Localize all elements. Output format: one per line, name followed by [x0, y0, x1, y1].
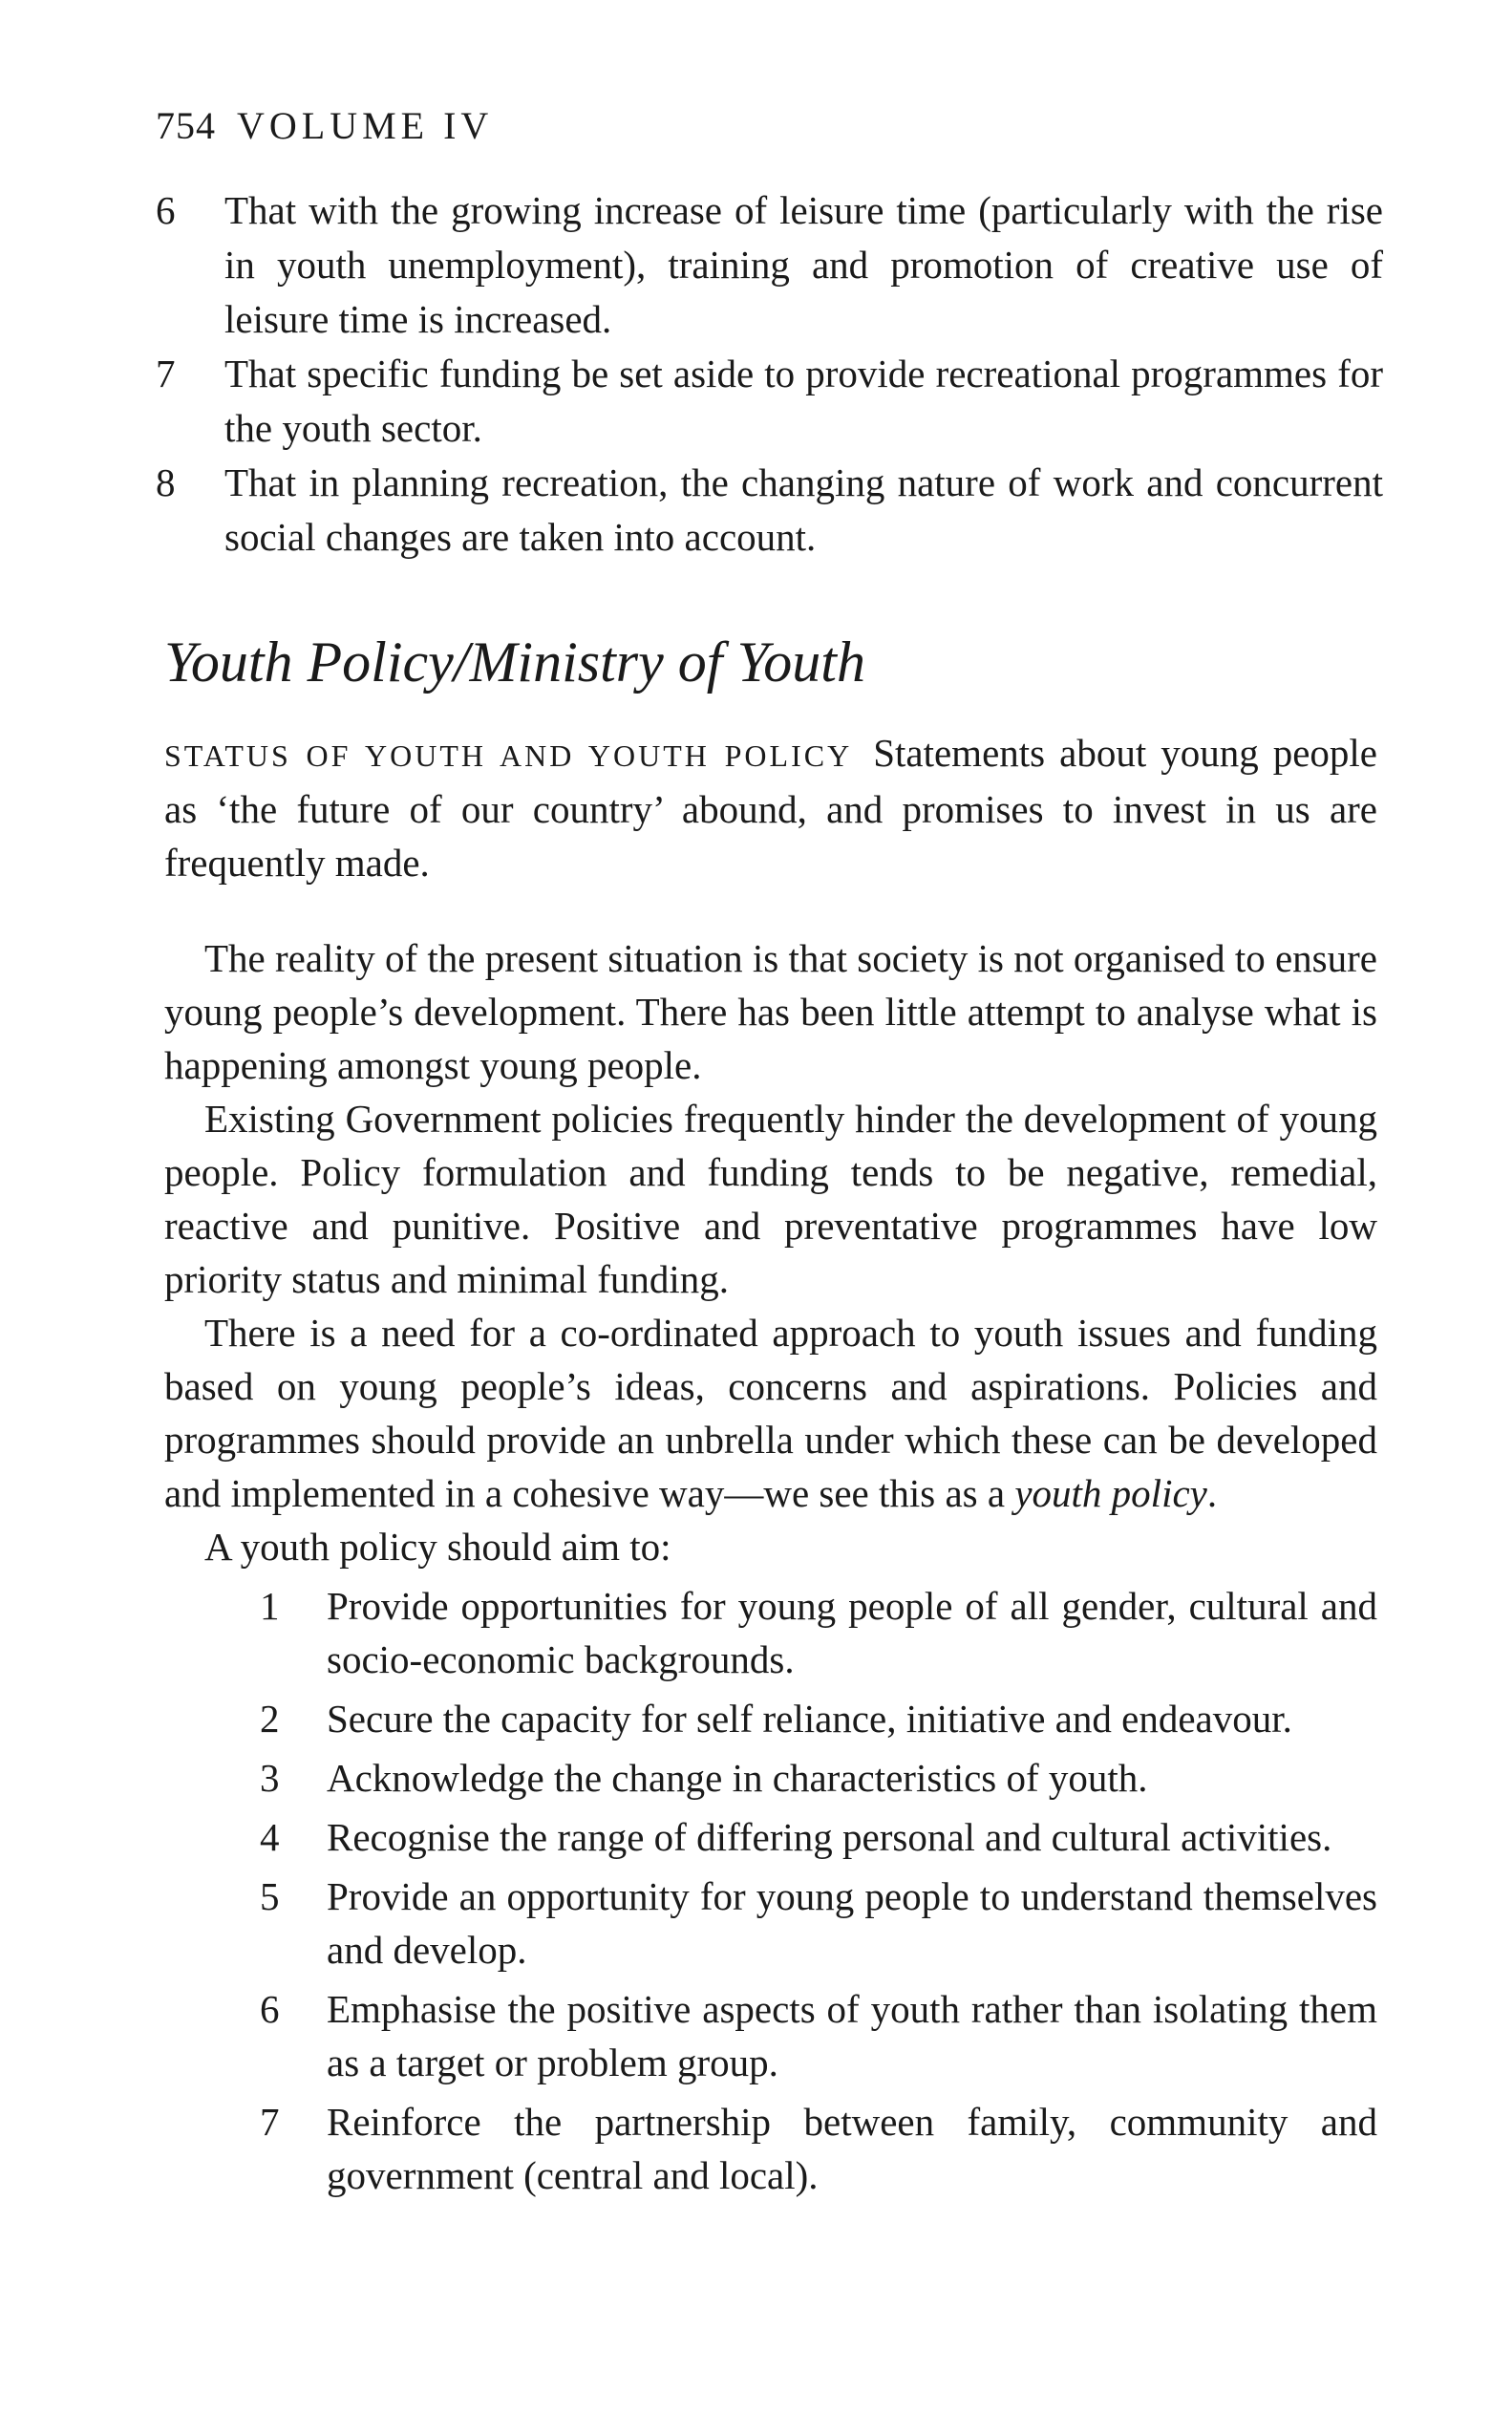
- list-item: [156, 456, 1383, 565]
- item-number: 1: [260, 1584, 280, 1628]
- item-number: 6: [260, 1987, 280, 2031]
- punctuation: .: [1206, 1471, 1218, 1515]
- item-text: That in planning recreation, the changing nature of work and concurrent social changes are taken into account.: [224, 460, 1383, 559]
- item-text: That specific funding be set aside to provide recreational programmes for the youth sector.: [224, 352, 1383, 450]
- item-number: 6: [156, 188, 176, 232]
- emphasis: youth policy: [1014, 1471, 1207, 1515]
- volume-label: VOLUME IV: [237, 104, 494, 147]
- list-item: [164, 1982, 1377, 2089]
- list-item: [156, 183, 1383, 347]
- list-item: [164, 1751, 1377, 1805]
- list-item: [156, 347, 1383, 456]
- item-text: Secure the capacity for self reliance, initiative and endeavour.: [327, 1697, 1292, 1741]
- paragraph-text: There is a need for a co-ordinated approach to youth issues and funding based on young people’s ideas, concerns and aspirations. Policies and programmes should provide an unbrella under which these can be developed and implemented in a cohesive way—we see this as a: [164, 1311, 1377, 1515]
- item-text: Emphasise the positive aspects of youth rather than isolating them as a target or problem group.: [327, 1987, 1377, 2084]
- item-number: 8: [156, 460, 176, 504]
- item-number: 2: [260, 1697, 280, 1741]
- paragraph: Existing Government policies frequently hinder the development of young people. Policy formulation and funding tends to be negative, remedial, reactive and punitive. Positive and preventative programmes have low priority status and minimal funding.: [164, 1097, 1377, 1301]
- item-text: Reinforce the partnership between family, community and government (central and local).: [327, 2100, 1377, 2197]
- item-text: Recognise the range of differing personal and cultural activities.: [327, 1815, 1332, 1859]
- item-number: 4: [260, 1815, 280, 1859]
- lead-text: Statements about young people as ‘the future of our country’ abound, and promises to invest in us are frequently made.: [164, 731, 1378, 885]
- recommendations-list: [156, 183, 1383, 565]
- item-number: 7: [260, 2100, 280, 2144]
- item-number: 7: [156, 352, 176, 395]
- section-heading: Youth Policy/Ministry of Youth: [164, 630, 865, 694]
- lead-paragraph: [164, 726, 1377, 889]
- running-head: [156, 104, 494, 147]
- item-number: 3: [260, 1756, 280, 1800]
- paragraph: [164, 1306, 1377, 1520]
- list-item: [164, 1692, 1377, 1745]
- paragraph: The reality of the present situation is that society is not organised to ensure young people’s development. There has been little attempt to analyse what is happening amongst young people.: [164, 936, 1377, 1087]
- item-text: That with the growing increase of leisure time (particularly with the rise in youth unemployment), training and promotion of creative use of leisure time is increased.: [224, 188, 1383, 341]
- page-number: 754: [156, 104, 216, 147]
- aims-list: [164, 1579, 1377, 2202]
- list-item: [164, 2095, 1377, 2202]
- section-body: [164, 726, 1377, 2202]
- list-item: [164, 1870, 1377, 1977]
- item-text: Provide an opportunity for young people to understand themselves and develop.: [327, 1874, 1377, 1972]
- list-item: [164, 1810, 1377, 1864]
- item-number: 5: [260, 1874, 280, 1918]
- list-item: [164, 1579, 1377, 1686]
- item-text: Acknowledge the change in characteristics of youth.: [327, 1756, 1148, 1800]
- item-text: Provide opportunities for young people of all gender, cultural and socio-economic backgrounds.: [327, 1584, 1377, 1681]
- aims-intro: A youth policy should aim to:: [204, 1525, 671, 1569]
- run-in-heading: STATUS OF YOUTH AND YOUTH POLICY: [164, 738, 853, 773]
